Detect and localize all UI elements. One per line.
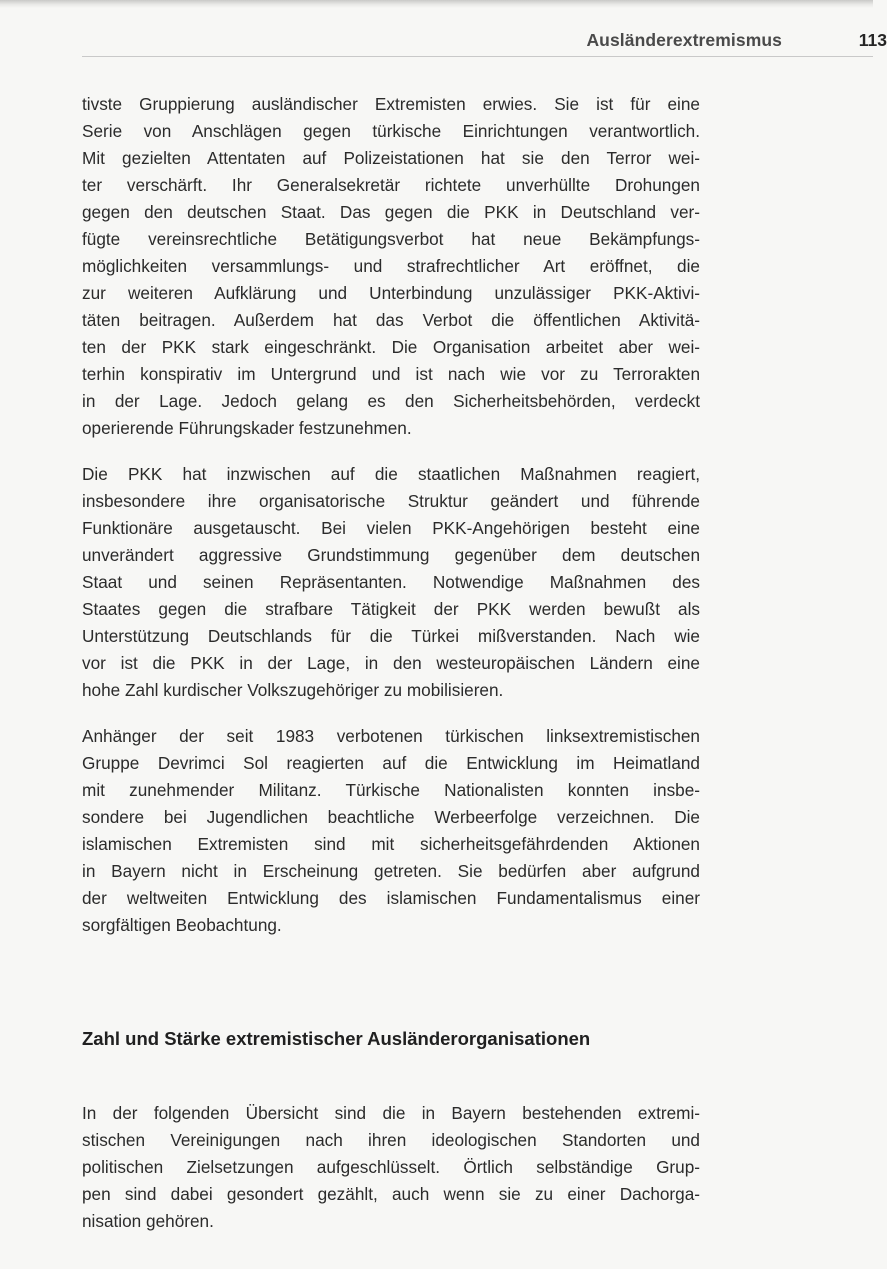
text-line: Staates gegen die strafbare Tätigkeit der PKK werden bewußt als bbox=[82, 599, 700, 619]
text-line: ter verschärft. Ihr Generalsekretär richtete unverhüllte Drohungen bbox=[82, 175, 700, 195]
paragraph-gap bbox=[82, 442, 700, 461]
text-line: sondere bei Jugendlichen beachtliche Werbeerfolge verzeichnen. Die bbox=[82, 807, 700, 827]
text-line: zur weiteren Aufklärung und Unterbindung unzulässiger PKK-Aktivi- bbox=[82, 283, 700, 303]
text-line: insbesondere ihre organisatorische Struktur geändert und führende bbox=[82, 491, 700, 511]
body-paragraph-3 bbox=[82, 723, 700, 939]
text-line: gegen den deutschen Staat. Das gegen die PKK in Deutschland ver- bbox=[82, 202, 700, 222]
running-header bbox=[82, 24, 887, 57]
text-line: Anhänger der seit 1983 verbotenen türkischen linksextremistischen bbox=[82, 726, 700, 746]
text-line: unverändert aggressive Grundstimmung gegenüber dem deutschen bbox=[82, 545, 700, 565]
text-line: täten beitragen. Außerdem hat das Verbot die öffentlichen Aktivitä- bbox=[82, 310, 700, 330]
text-line: tivste Gruppierung ausländischer Extremisten erwies. Sie ist für eine bbox=[82, 94, 700, 114]
text-line: In der folgenden Übersicht sind die in Bayern bestehenden extremi- bbox=[82, 1102, 700, 1123]
text-line: fügte vereinsrechtliche Betätigungsverbot hat neue Bekämpfungs- bbox=[82, 229, 700, 249]
section-heading: Zahl und Stärke extremistischer Ausländerorganisationen bbox=[82, 1028, 591, 1050]
text-line: operierende Führungskader festzunehmen. bbox=[82, 418, 412, 438]
section-gap bbox=[82, 939, 700, 1008]
heading-gap bbox=[82, 1071, 700, 1100]
text-line: in der Lage. Jedoch gelang es den Sicherheitsbehörden, verdeckt bbox=[82, 391, 700, 411]
text-line: Unterstützung Deutschlands für die Türkei mißverstanden. Nach wie bbox=[82, 626, 700, 646]
text-line: terhin konspirativ im Untergrund und ist nach wie vor zu Terrorakten bbox=[82, 364, 700, 384]
text-line: islamischen Extremisten sind mit sicherheitsgefährdenden Aktionen bbox=[82, 834, 700, 854]
text-line: Staat und seinen Repräsentanten. Notwendige Maßnahmen des bbox=[82, 572, 700, 592]
text-line: Mit gezielten Attentaten auf Polizeistationen hat sie den Terror wei- bbox=[82, 148, 700, 168]
page-content bbox=[82, 91, 700, 1235]
text-line: sorgfältigen Beobachtung. bbox=[82, 915, 282, 935]
running-title: Ausländerextremismus bbox=[586, 30, 782, 50]
text-line: ten der PKK stark eingeschränkt. Die Organisation arbeitet aber wei- bbox=[82, 337, 700, 357]
text-line: möglichkeiten versammlungs- und strafrechtlicher Art eröffnet, die bbox=[82, 256, 700, 276]
text-line: pen sind dabei gesondert gezählt, auch wenn sie zu einer Dachorga- bbox=[82, 1183, 700, 1204]
text-line: der weltweiten Entwicklung des islamischen Fundamentalismus einer bbox=[82, 888, 700, 908]
text-line: Serie von Anschlägen gegen türkische Einrichtungen verantwortlich. bbox=[82, 121, 700, 141]
text-line: mit zunehmender Militanz. Türkische Nationalisten konnten insbe- bbox=[82, 780, 700, 800]
text-line: politischen Zielsetzungen aufgeschlüsselt. Örtlich selbständige Grup- bbox=[82, 1156, 700, 1177]
text-line: in Bayern nicht in Erscheinung getreten. Sie bedürfen aber aufgrund bbox=[82, 861, 700, 881]
text-line: Gruppe Devrimci Sol reagierten auf die Entwicklung im Heimatland bbox=[82, 753, 700, 773]
body-paragraph-1 bbox=[82, 91, 700, 442]
text-line: vor ist die PKK in der Lage, in den westeuropäischen Ländern eine bbox=[82, 653, 700, 673]
body-paragraph-2 bbox=[82, 461, 700, 704]
text-line: Die PKK hat inzwischen auf die staatlichen Maßnahmen reagiert, bbox=[82, 464, 700, 484]
paragraph-gap bbox=[82, 704, 700, 723]
text-line: stischen Vereinigungen nach ihren ideologischen Standorten und bbox=[82, 1129, 700, 1150]
page-number: 113 bbox=[858, 30, 887, 50]
text-line: Funktionäre ausgetauscht. Bei vielen PKK-Angehörigen besteht eine bbox=[82, 518, 700, 538]
text-line: hohe Zahl kurdischer Volkszugehöriger zu mobilisieren. bbox=[82, 680, 504, 700]
scan-top-shadow bbox=[0, 0, 873, 8]
text-line: nisation gehören. bbox=[82, 1210, 214, 1231]
section-paragraph bbox=[82, 1100, 700, 1235]
